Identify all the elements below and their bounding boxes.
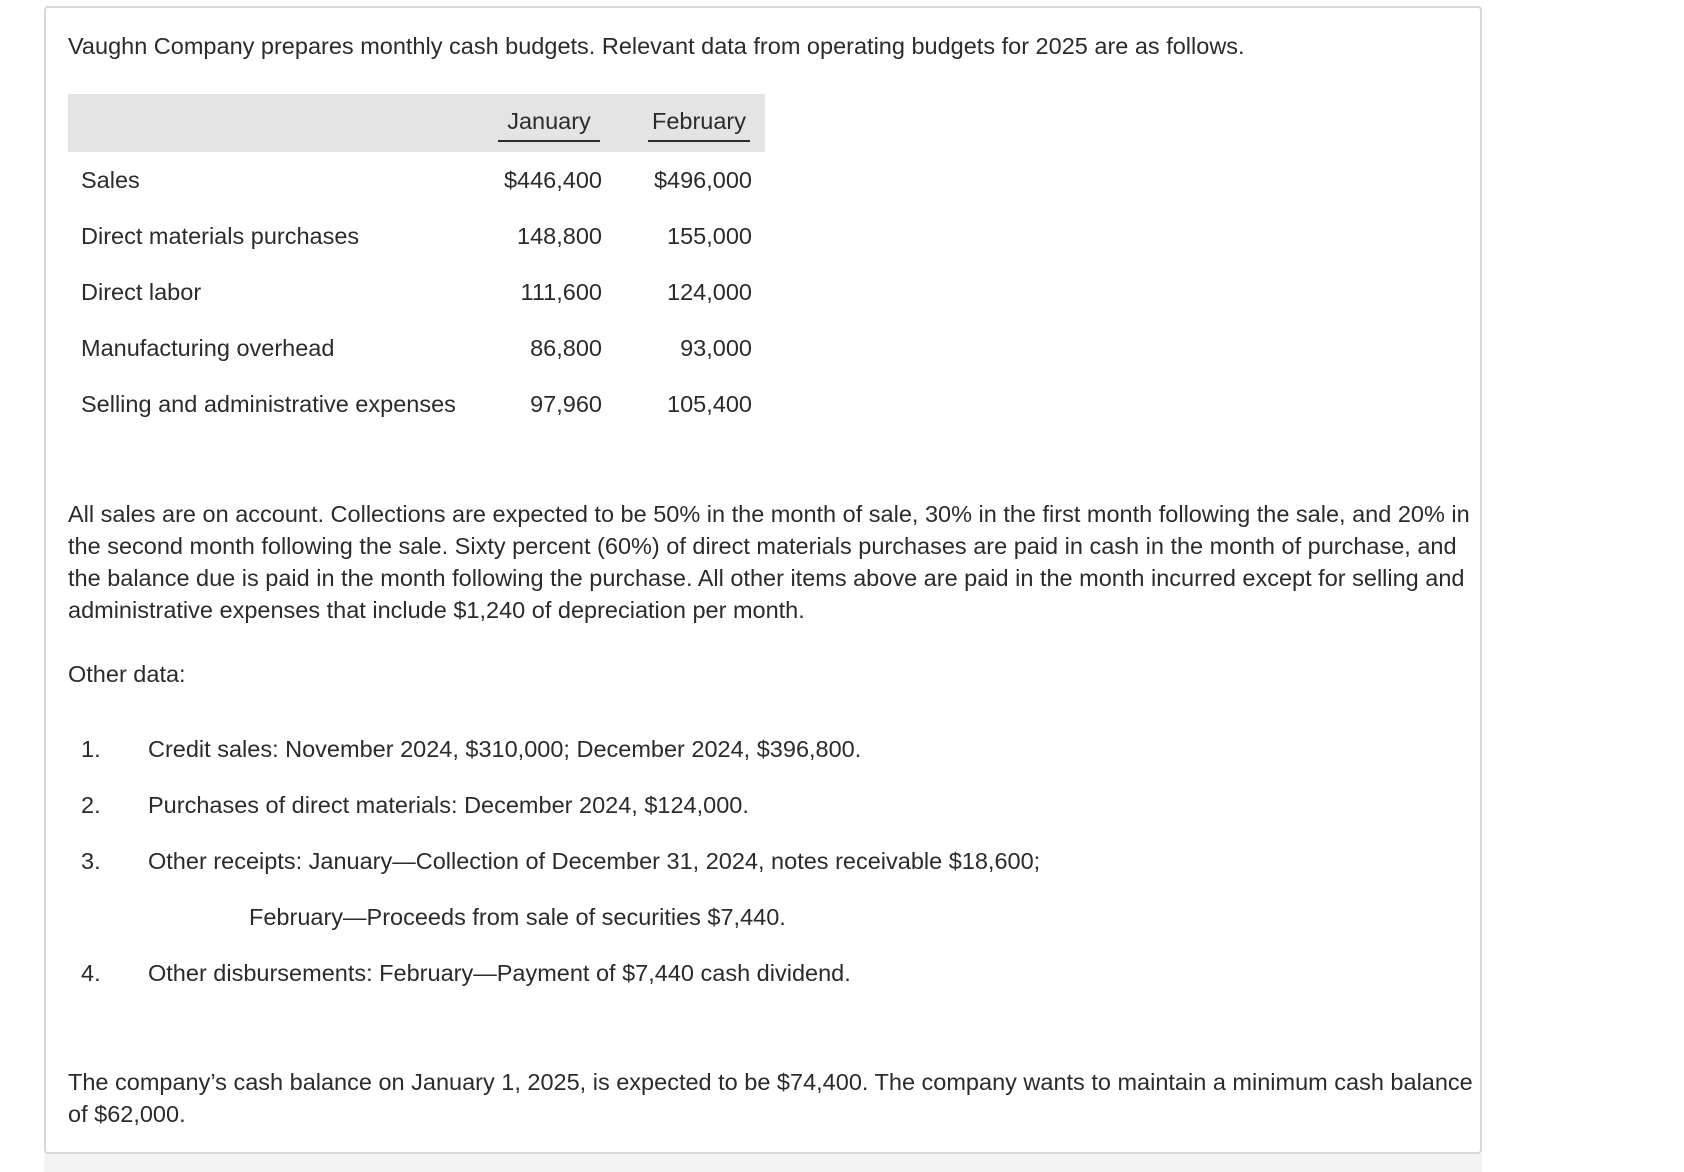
- cell-manufacturing-overhead-february: 93,000: [680, 335, 752, 361]
- row-label-selling-admin: Selling and administrative expenses: [81, 391, 456, 417]
- cell-selling-admin-january: 97,960: [530, 391, 602, 417]
- cell-direct-labor-january: 111,600: [520, 279, 602, 305]
- list-item-other-receipts: Other receipts: January—Collection of December 31, 2024, notes receivable $18,600;: [148, 848, 1041, 874]
- collections-paragraph: [68, 498, 1468, 626]
- row-label-direct-materials: Direct materials purchases: [81, 223, 360, 249]
- column-header-january: January: [498, 104, 600, 142]
- cell-sales-february: $496,000: [653, 167, 752, 193]
- list-item-purchases: Purchases of direct materials: December 2024, $124,000.: [148, 792, 749, 818]
- bottom-strip: [44, 1154, 1482, 1172]
- collections-line: the second month following the sale. Sixty percent (60%) of direct materials purchases are paid in cash in the month of purchase, and: [68, 533, 1457, 559]
- closing-line: of $62,000.: [68, 1101, 186, 1127]
- row-label-sales: Sales: [81, 167, 140, 193]
- cell-direct-materials-january: 148,800: [517, 223, 602, 249]
- collections-line: the balance due is paid in the month following the purchase. All other items above are paid in the month incurred except for selling and: [68, 565, 1465, 591]
- cell-manufacturing-overhead-january: 86,800: [530, 335, 602, 361]
- list-item-other-disbursements: Other disbursements: February—Payment of $7,440 cash dividend.: [148, 960, 851, 986]
- list-item-credit-sales: Credit sales: November 2024, $310,000; December 2024, $396,800.: [148, 736, 862, 762]
- row-label-direct-labor: Direct labor: [81, 279, 202, 305]
- intro-text: Vaughn Company prepares monthly cash budgets. Relevant data from operating budgets for 2025 are as follows.: [68, 33, 1245, 59]
- closing-paragraph: [68, 1066, 1473, 1130]
- collections-line: administrative expenses that include $1,240 of depreciation per month.: [68, 597, 805, 623]
- row-label-manufacturing-overhead: Manufacturing overhead: [81, 335, 335, 361]
- column-header-february: February: [648, 104, 750, 142]
- list-item-number: 3.: [81, 848, 101, 874]
- cell-direct-labor-february: 124,000: [667, 279, 752, 305]
- other-data-heading: Other data:: [68, 661, 186, 687]
- list-item-other-receipts-continuation: February—Proceeds from sale of securities $7,440.: [249, 904, 786, 930]
- list-item-number: 2.: [81, 792, 101, 818]
- list-item-number: 1.: [81, 736, 101, 762]
- cell-selling-admin-february: 105,400: [667, 391, 752, 417]
- cell-direct-materials-february: 155,000: [667, 223, 752, 249]
- collections-line: All sales are on account. Collections are expected to be 50% in the month of sale, 30% in the first month following the sale, and 20% in: [68, 501, 1470, 527]
- cell-sales-january: $446,400: [503, 167, 602, 193]
- closing-line: The company’s cash balance on January 1, 2025, is expected to be $74,400. The company wants to maintain a minimum cash balance: [68, 1069, 1473, 1095]
- list-item-number: 4.: [81, 960, 101, 986]
